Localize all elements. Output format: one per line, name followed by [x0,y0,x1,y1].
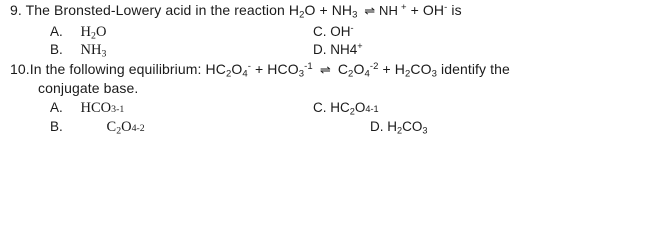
q9-option-d-text: D. NH4 [313,42,358,57]
q10-rhs4: CO [410,61,432,77]
q10-rhs1: C [337,61,349,77]
q10-option-c-o: O [354,100,366,115]
q10-option-b: B. $C_2O4-2$ [50,119,145,137]
q10-option-d-co: CO [402,119,423,134]
q9-option-b: B. $NH_3$ [50,42,107,60]
q10-option-b-c: C [106,119,117,135]
q10-o: O [231,61,243,77]
q10-option-b-o: O [121,119,132,135]
q9-option-a-h: H [80,24,92,40]
q10-plus: + HCO [255,61,299,77]
q9-option-c-text: C. OH [313,24,351,39]
q9-option-c: C. OH- [313,22,354,39]
q10-option-b-label: B. [50,119,63,134]
q9-option-a-label: A. [50,24,63,39]
q9-option-b-label: B. [50,42,63,57]
question-9-text: 9. The Bronsted-Lowery acid in the reaction $H_2O + NH_3$ ⇌ NH + + OH- is [10,1,462,21]
q10-option-d-pre: D. H [370,119,397,134]
q9-part5: is [447,2,462,18]
q10-option-b-tail: 4-2 [131,123,145,134]
q10-rhs2: O [353,61,365,77]
question-10-line2 [38,80,138,97]
q9-option-b-nh: NH [80,42,102,58]
q9-part2: O + NH [304,2,353,18]
q10-lead: 10.In the following equilibrium: HC [10,61,226,77]
q9-option-a-o: O [95,24,107,40]
q10-option-d: D. $H_2CO_3$ [370,119,428,136]
q10-line2-text: conjugate base. [38,80,139,96]
q9-lead: 9. The Bronsted-Lowery acid in the reaction H [10,2,300,18]
q10-option-c-tail: 4-1 [365,104,379,114]
q10-option-a-label: A. [50,100,63,115]
q10-end: identify the [437,61,510,77]
q10-option-a-tail: 3-1 [111,104,125,115]
q10-option-a-hco: HCO [80,100,112,116]
q9-option-a: A. $H_2O$ [50,24,107,42]
q9-part4: + OH [410,2,445,18]
q9-part3: ⇌ NH [360,3,398,18]
q9-option-d: D. NH4+ [313,40,363,57]
q10-rhs3: + H [378,61,405,77]
q10-option-c: C. $HC_2O4-1$ [313,100,379,117]
question-10-text: 10.In the following equilibrium: $HC_2O_4^- + HCO_3^{-1}$ ⇌ $C_2O_4^{-2} + H_2CO_3$ identify the [10,60,510,80]
q10-option-c-pre: C. HC [313,100,350,115]
q10-option-a [50,99,124,118]
